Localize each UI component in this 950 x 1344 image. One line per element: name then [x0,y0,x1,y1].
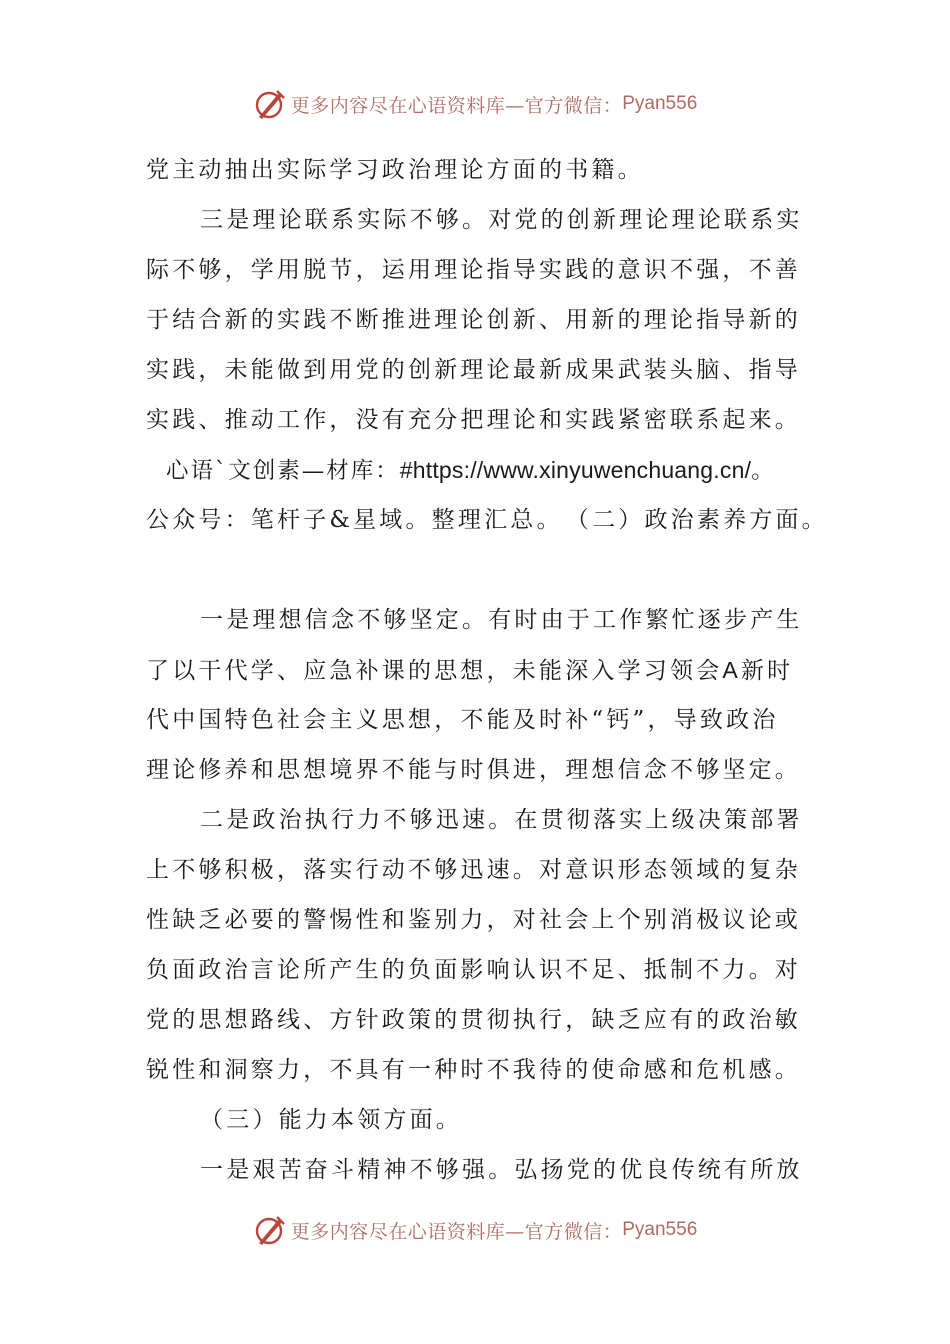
header-banner [0,84,950,124]
text-line: 上不够积极，落实行动不够迅速。对意识形态领域的复杂 [146,857,801,883]
text-segment: A [722,657,741,683]
pen-logo-icon [253,87,287,121]
text-line: 实践，未能做到用党的创新理论最新成果武装头脑、指导 [146,357,801,383]
text-segment: 新时 [740,658,794,684]
banner-text: 更多内容尽在心语资料库—官方微信： [290,1220,623,1243]
text-segment: 了以干代学、应急补课的思想，未能深入学习领会 [146,658,723,684]
text-line: 实践、推动工作，没有充分把理论和实践紧密联系起来。 [146,407,801,433]
pen-logo-icon [253,1213,287,1247]
site-label: 心语`文创素—材库： [166,458,400,484]
banner-text: 更多内容尽在心语资料库—官方微信： [290,94,623,117]
text-line: 理论修养和思想境界不能与时俱进，理想信念不够坚定。 [146,757,801,783]
text-line: 性缺乏必要的警惕性和鉴别力，对社会上个别消极议论或 [146,907,801,933]
text-line: 负面政治言论所产生的负面影响认识不足、抵制不力。对 [146,957,801,983]
footer-banner [0,1210,950,1250]
text-line: 于结合新的实践不断推进理论创新、用新的理论指导新的 [146,307,801,333]
text-line: 党主动抽出实际学习政治理论方面的书籍。 [146,157,644,183]
text-line: 代中国特色社会主义思想，不能及时补“钙”，导致政治 [146,707,779,733]
text-line: 党的思想路线、方针政策的贯彻执行，缺乏应有的政治敏 [146,1007,801,1033]
text-line [146,645,826,695]
document-body [146,145,826,1195]
section-heading: （三）能力本领方面。 [200,1107,462,1133]
site-url: #https://www.xinyuwenchuang.cn/ [399,457,752,483]
text-line: 一是理想信念不够坚定。有时由于工作繁忙逐步产生 [200,607,803,633]
text-line: 二是政治执行力不够迅速。在贯彻落实上级决策部署 [200,807,803,833]
site-period: 。 [751,458,776,484]
text-line: 公众号：笔杆子&星域。整理汇总。 （二）政治素养方面。 [146,507,828,533]
text-line: 一是艰苦奋斗精神不够强。弘扬党的优良传统有所放 [200,1157,803,1183]
text-line: 三是理论联系实际不够。对党的创新理论理论联系实 [200,207,803,233]
text-line: 锐性和洞察力，不具有一种时不我待的使命感和危机感。 [146,1057,801,1083]
site-line [146,445,826,495]
banner-wechat-id: Pyan556 [622,93,698,114]
banner-wechat-id: Pyan556 [622,1219,698,1240]
text-line: 际不够，学用脱节，运用理论指导实践的意识不强，不善 [146,257,801,283]
